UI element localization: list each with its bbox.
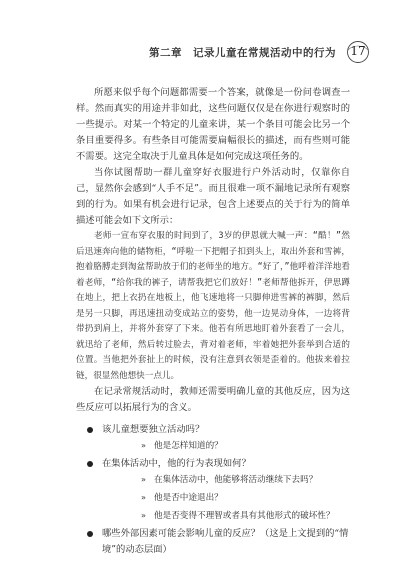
arrow-right-icon: »: [141, 511, 146, 520]
paragraph-2: 当你试图帮助一群儿童穿好衣服进行户外活动时，仅靠你自己，显然你会感到“人手不足”。而且很难一项不漏地记录所有观察到的行为。如果有机会进行记录，包含上述要点的关于行为的简单描述可能会如下文所示：: [76, 167, 350, 226]
bullet-dot-icon: [87, 461, 93, 467]
arrow-right-icon: »: [141, 475, 146, 484]
page-number-badge: [344, 40, 372, 64]
list-item: [76, 526, 350, 558]
bullet-dot-icon: [87, 531, 93, 537]
sub-list-item: » 在集体活动中，他能够将活动继续下去吗？: [102, 472, 350, 488]
list-item: [76, 422, 350, 454]
question-text: 在集体活动中，他的行为表现如何？: [102, 458, 251, 469]
paragraph-3: 在记录常规活动时，教师还需要明确儿童的其他反应，因为这些反应可以拓展行为的含义。: [76, 386, 350, 413]
arrow-right-icon: »: [141, 441, 146, 450]
observation-quote: 老师一宣布穿衣服的时间到了，3岁的伊恩就大喊一声：“酷！”然后迅速奔向他的储物柜，“呼啦一下把帽子扣到头上，取出外套和雪裤，抱着胳膊走到淘盆帮助放于们的老师坐的地方。“好了，”他呼着洋洋地看着老师，“给你我的裤子，请帮我把它们放好！”老师帮他拆开，伊思蹲在地上，把上衣扔在地板上，他飞速地将一只脚伸进雪裤的裤脚，然后是另一只脚，再迅速扭动变成站立的姿势，他一边晃动身体，一边将背带扔到肩上，并将外套穿了下来。他若有所思地盯着外套看了一会儿，就迅给了老师，然后转过脸去，背对着老师，牢着她把外套举到合适的位置。当他把外套扯上的时候，没有注意到衣领是歪着的。他拔来着拉链，很显然他想快一点儿。: [76, 231, 350, 381]
question-list: [76, 422, 350, 558]
sub-list-item: » 他是否变得不理智或者具有其他形式的破坏性？: [102, 508, 350, 524]
bullet-dot-icon: [87, 427, 93, 433]
sub-question-list: [102, 438, 350, 454]
page-header: [60, 40, 380, 64]
sub-list-item: » 他是怎样知道的？: [102, 438, 350, 454]
sub-question-list: [102, 472, 350, 524]
chapter-title: 第二章 记录儿童在常规活动中的行为: [149, 47, 336, 59]
list-item: [76, 456, 350, 524]
question-text: 该儿童想要独立活动吗？: [102, 424, 205, 435]
sub-list-item: » 他是否中途退出？: [102, 490, 350, 506]
page-number: 17: [350, 44, 366, 58]
page-body: [76, 85, 350, 560]
question-text: 哪些外部因素可能会影响儿童的反应？（这是上文提到的“情境”的动态层面）: [102, 528, 349, 555]
arrow-right-icon: »: [141, 493, 146, 502]
paragraph-1: 所愿来似乎每个问题都需要一个答案，就像是一份问卷调查一样。然而真实的用途并非如此，这些问题仅仅是在你进行观察时的一些提示。对某一个特定的儿童来讲，某一个条目可能会比另一个条目重要得多。有些条目可能需要扁幅很长的描述，而有些则可能不需要。这完全取决于儿童具体是如何完成这项任务的。: [76, 87, 350, 162]
